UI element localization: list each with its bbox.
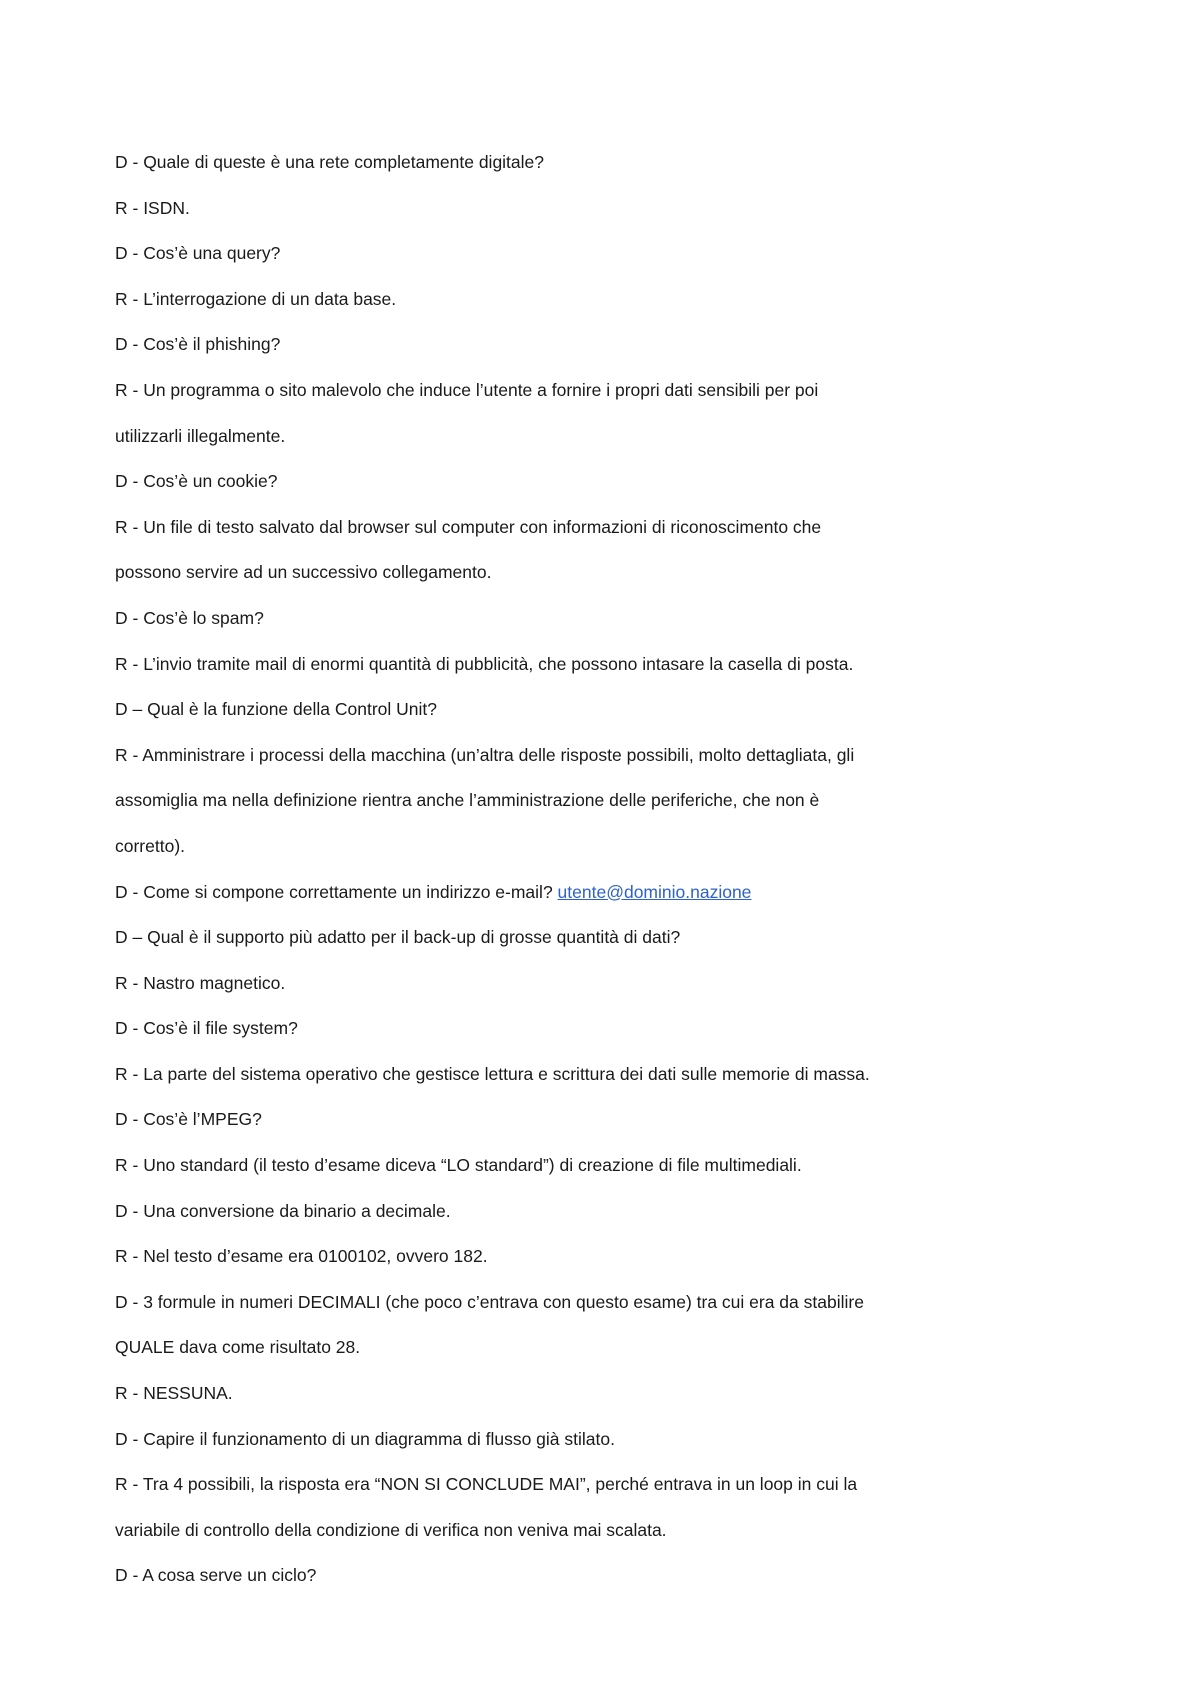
document-body bbox=[115, 140, 1115, 1599]
text-line: R - Tra 4 possibili, la risposta era “NON SI CONCLUDE MAI”, perché entrava in un loop in cui la bbox=[115, 1474, 858, 1495]
text-line: D - Cos’è una query? bbox=[115, 243, 281, 264]
text-line: R - L’interrogazione di un data base. bbox=[115, 288, 397, 309]
text-line: D – Qual è il supporto più adatto per il back-up di grosse quantità di dati? bbox=[115, 927, 681, 948]
text-line: possono servire ad un successivo collegamento. bbox=[115, 562, 492, 583]
text-line: D - A cosa serve un ciclo? bbox=[115, 1565, 317, 1586]
text-line: R - Amministrare i processi della macchina (un’altra delle risposte possibili, molto dettagliata, gli bbox=[115, 744, 855, 765]
text-line: D - Quale di queste è una rete completamente digitale? bbox=[115, 152, 545, 172]
text-line: R - Un file di testo salvato dal browser sul computer con informazioni di riconoscimento che bbox=[115, 516, 822, 537]
text-line: D - Come si compone correttamente un indirizzo e-mail? bbox=[115, 881, 553, 902]
email-question-line bbox=[115, 870, 1115, 916]
text-line: D - Cos’è un cookie? bbox=[115, 471, 278, 492]
text-line: D – Qual è la funzione della Control Unit? bbox=[115, 699, 437, 720]
text-line: D - Cos’è il file system? bbox=[115, 1018, 298, 1039]
text-line: R - NESSUNA. bbox=[115, 1383, 233, 1404]
text-line: R - L’invio tramite mail di enormi quantità di pubblicità, che possono intasare la casella di posta. bbox=[115, 653, 854, 674]
text-line: D - Una conversione da binario a decimale. bbox=[115, 1200, 451, 1221]
text-line: assomiglia ma nella definizione rientra anche l’amministrazione delle periferiche, che non è bbox=[115, 790, 820, 811]
text-line: R - La parte del sistema operativo che gestisce lettura e scrittura dei dati sulle memorie di massa. bbox=[115, 1063, 870, 1084]
text-line: D - Cos’è il phishing? bbox=[115, 334, 281, 355]
text-line: R - Uno standard (il testo d’esame diceva “LO standard”) di creazione di file multimediali. bbox=[115, 1155, 802, 1176]
email-link[interactable]: utente@dominio.nazione bbox=[557, 881, 752, 902]
text-line: D - 3 formule in numeri DECIMALI (che poco c’entrava con questo esame) tra cui era da stabilire bbox=[115, 1291, 864, 1312]
text-line: corretto). bbox=[115, 835, 186, 856]
text-line: R - ISDN. bbox=[115, 197, 190, 218]
text-line: D - Cos’è l’MPEG? bbox=[115, 1109, 262, 1130]
text-line: utilizzarli illegalmente. bbox=[115, 425, 286, 446]
text-line: variabile di controllo della condizione di verifica non veniva mai scalata. bbox=[115, 1519, 667, 1540]
text-line: R - Nastro magnetico. bbox=[115, 972, 286, 993]
text-line: D - Cos’è lo spam? bbox=[115, 607, 264, 628]
text-line: R - Un programma o sito malevolo che induce l’utente a fornire i propri dati sensibili per poi bbox=[115, 379, 819, 400]
text-line: QUALE dava come risultato 28. bbox=[115, 1337, 361, 1358]
text-line: R - Nel testo d’esame era 0100102, ovvero 182. bbox=[115, 1246, 488, 1267]
text-line: D - Capire il funzionamento di un diagramma di flusso già stilato. bbox=[115, 1428, 615, 1449]
